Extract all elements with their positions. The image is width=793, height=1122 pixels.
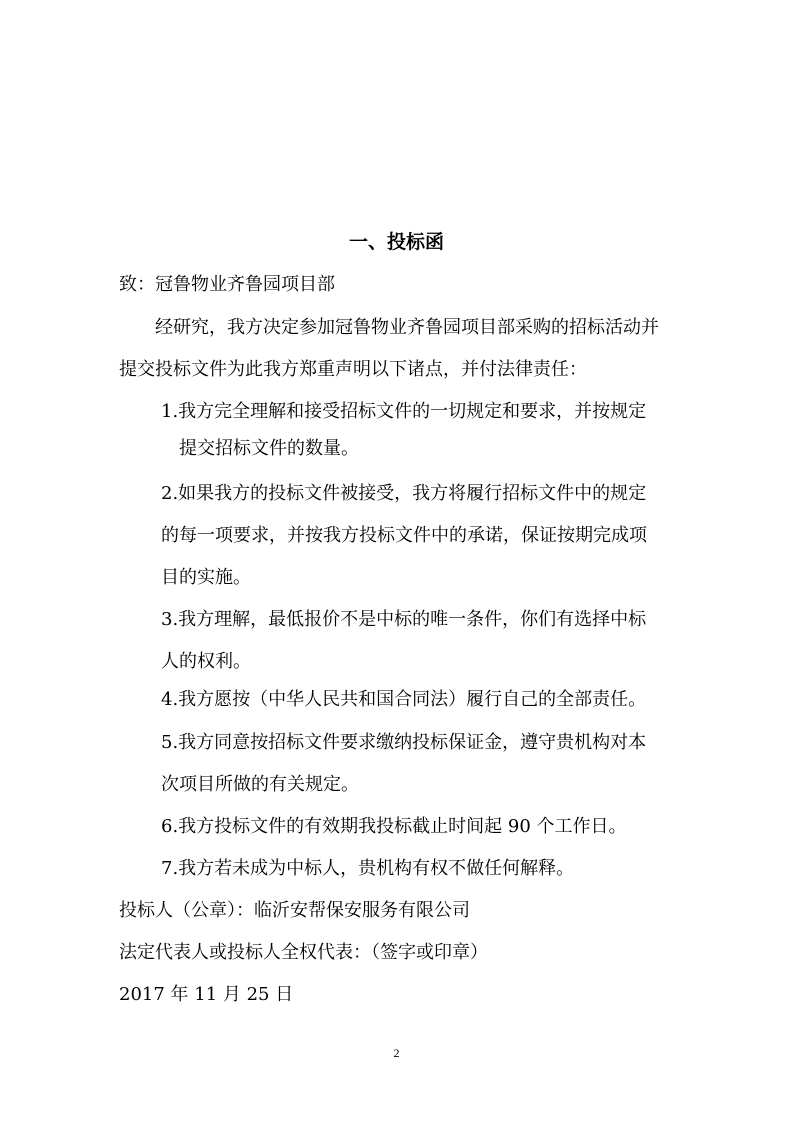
item-5-line-1: 5.我方同意按招标文件要求缴纳投标保证金，遵守贵机构对本 xyxy=(161,732,647,753)
item-6-line-1: 6.我方投标文件的有效期我投标截止时间起 90 个工作日。 xyxy=(161,816,627,837)
bidder-line: 投标人（公章）：临沂安帮保安服务有限公司 xyxy=(119,900,470,921)
item-4-line-1: 4.我方愿按（中华人民共和国合同法）履行自己的全部责任。 xyxy=(161,689,647,710)
item-3-line-2: 人的权利。 xyxy=(161,651,251,672)
addressee-line: 致：冠鲁物业齐鲁园项目部 xyxy=(119,274,335,295)
item-2-line-2: 的每一项要求，并按我方投标文件中的承诺，保证按期完成项 xyxy=(161,525,647,546)
page-number: 2 xyxy=(393,1046,400,1060)
date-line: 2017 年 11 月 25 日 xyxy=(119,984,294,1005)
item-7-line-1: 7.我方若未成为中标人，贵机构有权不做任何解释。 xyxy=(161,858,575,879)
item-5-line-2: 次项目所做的有关规定。 xyxy=(161,774,359,795)
intro-line-1: 经研究，我方决定参加冠鲁物业齐鲁园项目部采购的招标活动并 xyxy=(155,317,659,338)
item-2-line-3: 目的实施。 xyxy=(161,567,251,588)
intro-line-2: 提交投标文件为此我方郑重声明以下诸点，并付法律责任： xyxy=(119,359,587,380)
item-1-line-2: 提交招标文件的数量。 xyxy=(179,438,359,459)
item-1-line-1: 1.我方完全理解和接受招标文件的一切规定和要求，并按规定 xyxy=(161,401,647,422)
item-2-line-1: 2.如果我方的投标文件被接受，我方将履行招标文件中的规定 xyxy=(161,483,647,504)
item-3-line-1: 3.我方理解，最低报价不是中标的唯一条件，你们有选择中标 xyxy=(161,609,647,630)
representative-line: 法定代表人或投标人全权代表：（签字或印章） xyxy=(119,942,488,963)
document-title: 一、投标函 xyxy=(348,231,444,253)
